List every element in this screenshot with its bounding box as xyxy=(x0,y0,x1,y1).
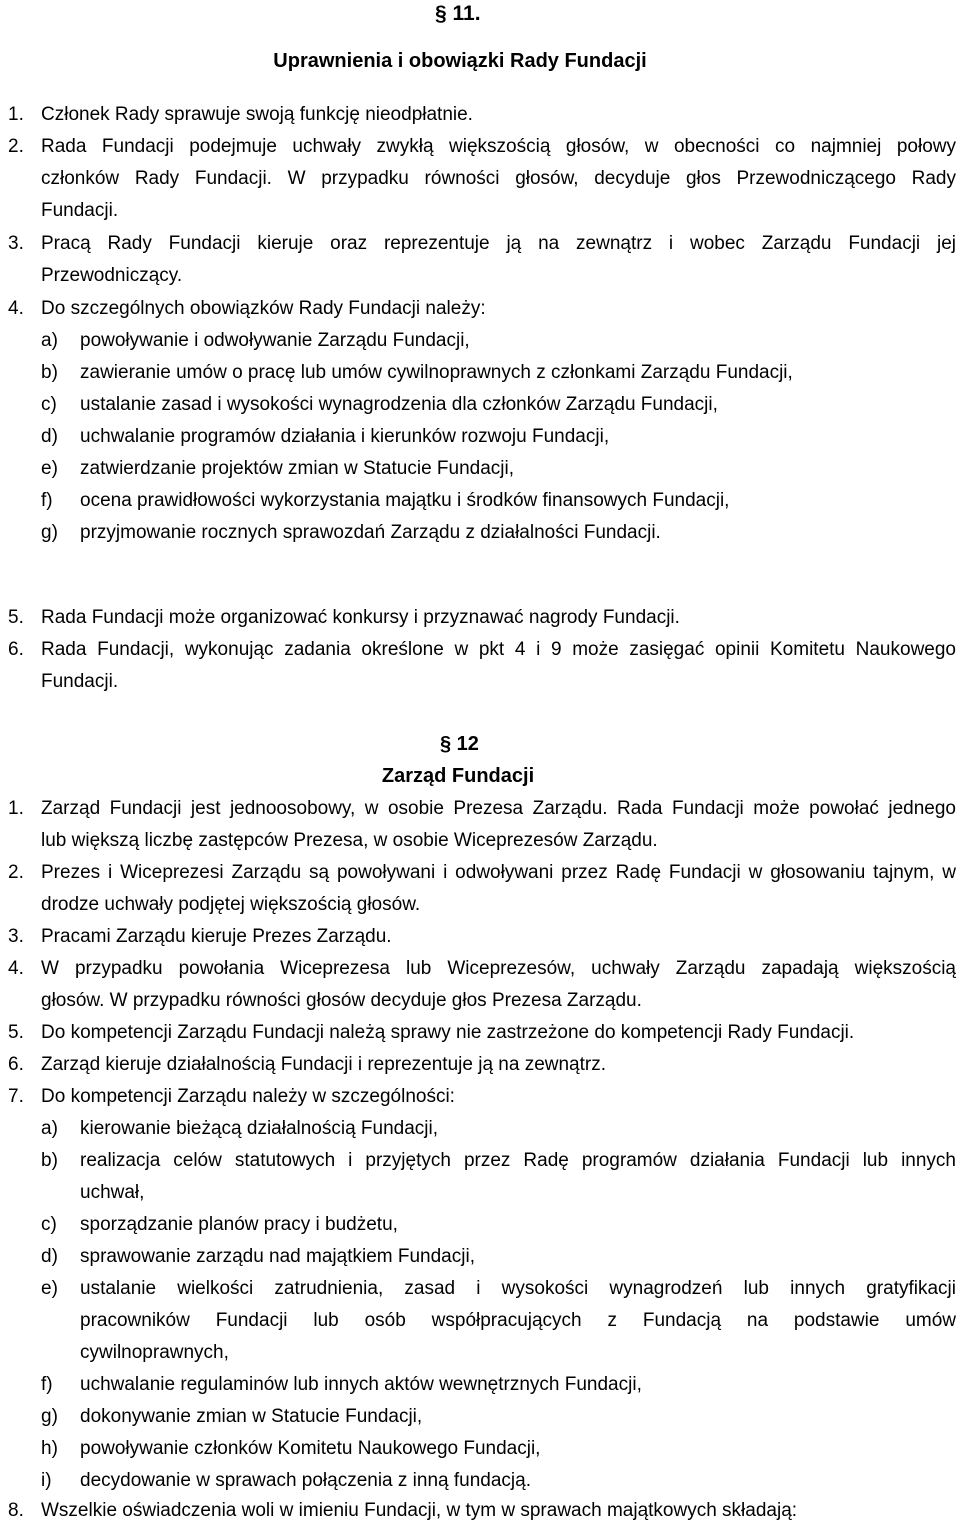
s12-item-6-text: Zarząd kieruje działalnością Fundacji i reprezentuje ją na zewnątrz. xyxy=(41,1054,607,1075)
s12-item-7i-text: decydowanie w sprawach połączenia z inną fundacją. xyxy=(80,1470,531,1491)
s12-item-3-text: Pracami Zarządu kieruje Prezes Zarządu. xyxy=(41,926,392,947)
s12-item-4-line-2: głosów. W przypadku równości głosów decyduje głos Prezesa Zarządu. xyxy=(41,990,642,1011)
s12-item-6-number: 6. xyxy=(8,1054,24,1075)
s12-item-7h-text: powoływanie członków Komitetu Naukowego Fundacji, xyxy=(80,1438,541,1459)
s11-item-6-line-2: Fundacji. xyxy=(41,671,119,692)
s11-item-4g-letter: g) xyxy=(41,522,58,543)
s12-item-2-line-1: Prezes i Wiceprezesi Zarządu są powoływani i odwoływani przez Radę Fundacji w głosowaniu tajnym, w xyxy=(41,862,956,883)
s11-item-1-number: 1. xyxy=(8,104,24,125)
s12-item-7e-letter: e) xyxy=(41,1278,58,1299)
s11-item-4e-text: zatwierdzanie projektów zmian w Statucie Fundacji, xyxy=(80,458,515,479)
s11-item-1-text: Członek Rady sprawuje swoją funkcję nieodpłatnie. xyxy=(41,104,473,125)
s12-item-7g-text: dokonywanie zmian w Statucie Fundacji, xyxy=(80,1406,423,1427)
s12-item-8-number: 8. xyxy=(8,1500,24,1521)
s11-item-4b-text: zawieranie umów o pracę lub umów cywilnoprawnych z członkami Zarządu Fundacji, xyxy=(80,362,793,383)
s11-item-3-line-1: Pracą Rady Fundacji kieruje oraz reprezentuje ją na zewnątrz i wobec Zarządu Fundacji jej xyxy=(41,233,956,254)
s11-item-6-line-1: Rada Fundacji, wykonując zadania określone w pkt 4 i 9 może zasięgać opinii Komitetu Naukowego xyxy=(41,639,956,660)
s11-item-4c-text: ustalanie zasad i wysokości wynagrodzenia dla członków Zarządu Fundacji, xyxy=(80,394,718,415)
s12-item-7c-text: sporządzanie planów pracy i budżetu, xyxy=(80,1214,398,1235)
s12-item-7b-line-1: realizacja celów statutowych i przyjętych przez Radę programów działania Fundacji lub innych xyxy=(80,1150,956,1171)
s11-item-5-number: 5. xyxy=(8,607,24,628)
s11-item-4f-text: ocena prawidłowości wykorzystania majątku i środków finansowych Fundacji, xyxy=(80,490,730,511)
s12-item-7d-text: sprawowanie zarządu nad majątkiem Fundacji, xyxy=(80,1246,475,1267)
s12-item-7h-letter: h) xyxy=(41,1438,58,1459)
s12-item-7b-line-2: uchwał, xyxy=(80,1182,145,1203)
s11-item-4d-text: uchwalanie programów działania i kierunków rozwoju Fundacji, xyxy=(80,426,610,447)
s11-item-3-number: 3. xyxy=(8,233,24,254)
s12-item-7f-text: uchwalanie regulaminów lub innych aktów wewnętrznych Fundacji, xyxy=(80,1374,642,1395)
s11-item-2-line-2: członków Rady Fundacji. W przypadku równości głosów, decyduje głos Przewodniczącego Rady xyxy=(41,168,956,189)
s12-item-5-number: 5. xyxy=(8,1022,24,1043)
s11-item-4e-letter: e) xyxy=(41,458,58,479)
s11-item-2-line-1: Rada Fundacji podejmuje uchwały zwykłą większością głosów, w obecności co najmniej połowy xyxy=(41,136,956,157)
s11-item-4-number: 4. xyxy=(8,298,24,319)
s11-item-4g-text: przyjmowanie rocznych sprawozdań Zarządu z działalności Fundacji. xyxy=(80,522,661,543)
s12-item-7e-line-3: cywilnoprawnych, xyxy=(80,1342,229,1363)
s12-item-2-number: 2. xyxy=(8,862,24,883)
s11-item-4b-letter: b) xyxy=(41,362,58,383)
s12-item-2-line-2: drodze uchwały podjętej większością głosów. xyxy=(41,894,421,915)
s12-item-1-line-2: lub większą liczbę zastępców Prezesa, w osobie Wiceprezesów Zarządu. xyxy=(41,830,658,851)
s11-item-3-line-2: Przewodniczący. xyxy=(41,265,183,286)
section-12-number: § 12 xyxy=(440,733,479,755)
s12-item-7d-letter: d) xyxy=(41,1246,58,1267)
section-11-title: Uprawnienia i obowiązki Rady Fundacji xyxy=(273,50,647,72)
s12-item-7b-letter: b) xyxy=(41,1150,58,1171)
s12-item-4-number: 4. xyxy=(8,958,24,979)
s12-item-7a-letter: a) xyxy=(41,1118,58,1139)
s12-item-7g-letter: g) xyxy=(41,1406,58,1427)
s12-item-4-line-1: W przypadku powołania Wiceprezesa lub Wiceprezesów, uchwały Zarządu zapadają większością xyxy=(41,958,956,979)
s12-item-1-number: 1. xyxy=(8,798,24,819)
section-11-number: § 11. xyxy=(435,2,481,25)
s12-item-7e-line-2: pracowników Fundacji lub osób współpracujących z Fundacją na podstawie umów xyxy=(80,1310,956,1331)
s11-item-5-text: Rada Fundacji może organizować konkursy i przyznawać nagrody Fundacji. xyxy=(41,607,680,628)
s11-item-4f-letter: f) xyxy=(41,490,53,511)
s12-item-3-number: 3. xyxy=(8,926,24,947)
s12-item-7e-line-1: ustalanie wielkości zatrudnienia, zasad i wysokości wynagrodzeń lub innych gratyfikacji xyxy=(80,1278,956,1299)
s11-item-6-number: 6. xyxy=(8,639,24,660)
s12-item-8-text: Wszelkie oświadczenia woli w imieniu Fundacji, w tym w sprawach majątkowych składają: xyxy=(41,1500,798,1521)
s11-item-4a-letter: a) xyxy=(41,330,58,351)
s12-item-7-intro: Do kompetencji Zarządu należy w szczególności: xyxy=(41,1086,455,1107)
s12-item-7i-letter: i) xyxy=(41,1470,52,1491)
s11-item-4a-text: powoływanie i odwoływanie Zarządu Fundacji, xyxy=(80,330,470,351)
section-12-title: Zarząd Fundacji xyxy=(381,765,535,787)
s12-item-7f-letter: f) xyxy=(41,1374,53,1395)
s12-item-7c-letter: c) xyxy=(41,1214,57,1235)
s12-item-5-text: Do kompetencji Zarządu Fundacji należą sprawy nie zastrzeżone do kompetencji Rady Fundacji. xyxy=(41,1022,855,1043)
s12-item-1-line-1: Zarząd Fundacji jest jednoosobowy, w osobie Prezesa Zarządu. Rada Fundacji może powołać jednego xyxy=(41,798,956,819)
s11-item-4-intro: Do szczególnych obowiązków Rady Fundacji należy: xyxy=(41,298,486,319)
s11-item-4d-letter: d) xyxy=(41,426,58,447)
s12-item-7-number: 7. xyxy=(8,1086,24,1107)
s12-item-7a-text: kierowanie bieżącą działalnością Fundacji, xyxy=(80,1118,439,1139)
s11-item-2-number: 2. xyxy=(8,136,24,157)
s11-item-4c-letter: c) xyxy=(41,394,57,415)
s11-item-2-line-3: Fundacji. xyxy=(41,200,119,221)
